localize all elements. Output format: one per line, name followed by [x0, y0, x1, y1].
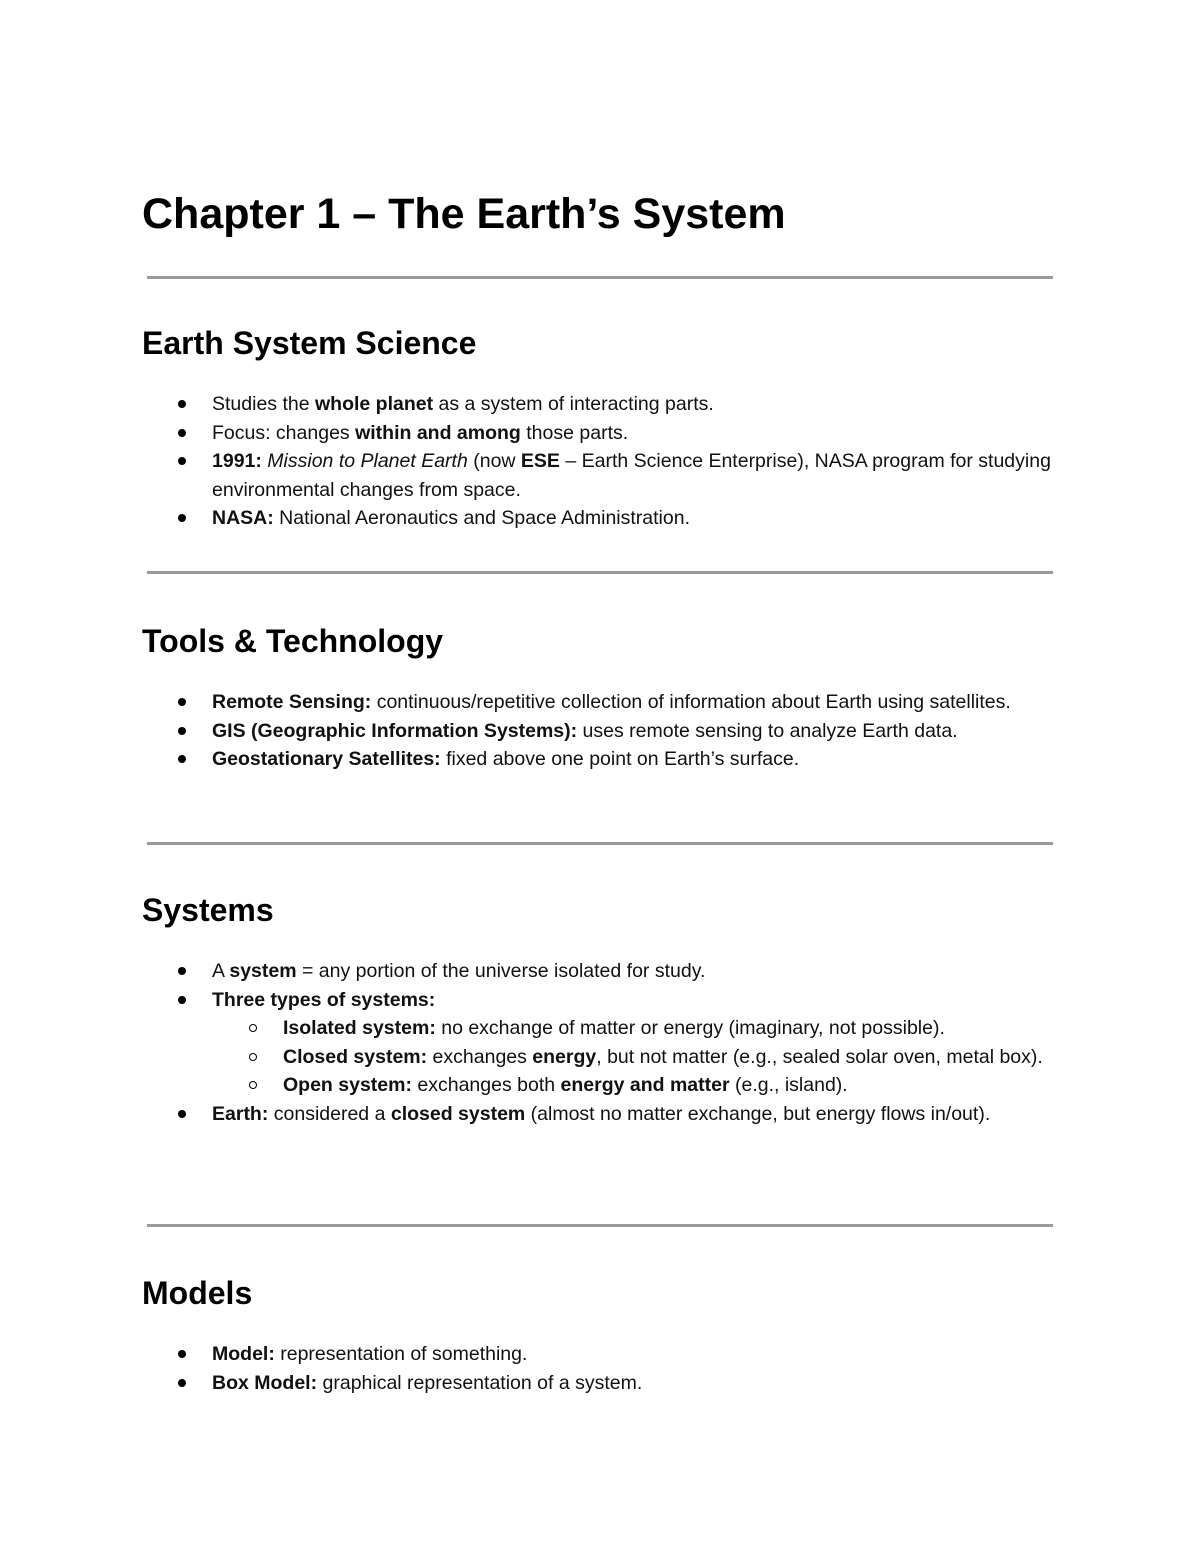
- section-heading-tools-technology: Tools & Technology: [142, 623, 444, 659]
- section-heading-models: Models: [142, 1275, 253, 1311]
- circle-bullet-icon: [249, 1053, 257, 1061]
- circle-bullet-icon: [249, 1081, 257, 1089]
- divider: [147, 842, 1053, 845]
- list-item: Geostationary Satellites: fixed above one point on Earth’s surface.: [0, 745, 1062, 774]
- bullet-icon: [178, 457, 186, 465]
- list-item: NASA: National Aeronautics and Space Administration.: [0, 504, 1062, 533]
- bullet-icon: [178, 967, 186, 975]
- models-list: [0, 1340, 1062, 1397]
- list-item: Model: representation of something.: [0, 1340, 1062, 1369]
- list-item: Remote Sensing: continuous/repetitive collection of information about Earth using satellites.: [0, 688, 1062, 717]
- page-title: Chapter 1 – The Earth’s System: [142, 190, 786, 238]
- bullet-icon: [178, 514, 186, 522]
- divider: [147, 276, 1053, 279]
- sub-list-item: Open system: exchanges both energy and matter (e.g., island).: [0, 1071, 1063, 1100]
- bullet-icon: [178, 698, 186, 706]
- list-item: A system = any portion of the universe isolated for study.: [0, 957, 1062, 986]
- bullet-icon: [178, 727, 186, 735]
- bullet-icon: [178, 1350, 186, 1358]
- bullet-icon: [178, 1379, 186, 1387]
- tools-technology-list: [0, 688, 1062, 774]
- systems-list: [0, 957, 1063, 1128]
- bullet-icon: [178, 429, 186, 437]
- list-item: Focus: changes within and among those parts.: [0, 419, 1062, 448]
- sub-list-item: Isolated system: no exchange of matter or energy (imaginary, not possible).: [0, 1014, 1063, 1043]
- sub-list-item: Closed system: exchanges energy, but not matter (e.g., sealed solar oven, metal box).: [0, 1043, 1063, 1072]
- divider: [147, 571, 1053, 574]
- list-item: Box Model: graphical representation of a system.: [0, 1369, 1062, 1398]
- earth-system-science-list: [0, 390, 1062, 533]
- bullet-icon: [178, 400, 186, 408]
- list-item: Earth: considered a closed system (almost no matter exchange, but energy flows in/out).: [0, 1100, 1062, 1129]
- section-heading-systems: Systems: [142, 892, 274, 928]
- list-item: 1991: Mission to Planet Earth (now ESE – Earth Science Enterprise), NASA program for studying environmental changes from space.: [0, 447, 1062, 504]
- section-heading-earth-system-science: Earth System Science: [142, 325, 477, 361]
- list-item: Three types of systems:: [0, 986, 1062, 1015]
- list-item: Studies the whole planet as a system of interacting parts.: [0, 390, 1062, 419]
- circle-bullet-icon: [249, 1024, 257, 1032]
- bullet-icon: [178, 1110, 186, 1118]
- divider: [147, 1224, 1053, 1227]
- list-item: GIS (Geographic Information Systems): uses remote sensing to analyze Earth data.: [0, 717, 1062, 746]
- bullet-icon: [178, 996, 186, 1004]
- bullet-icon: [178, 755, 186, 763]
